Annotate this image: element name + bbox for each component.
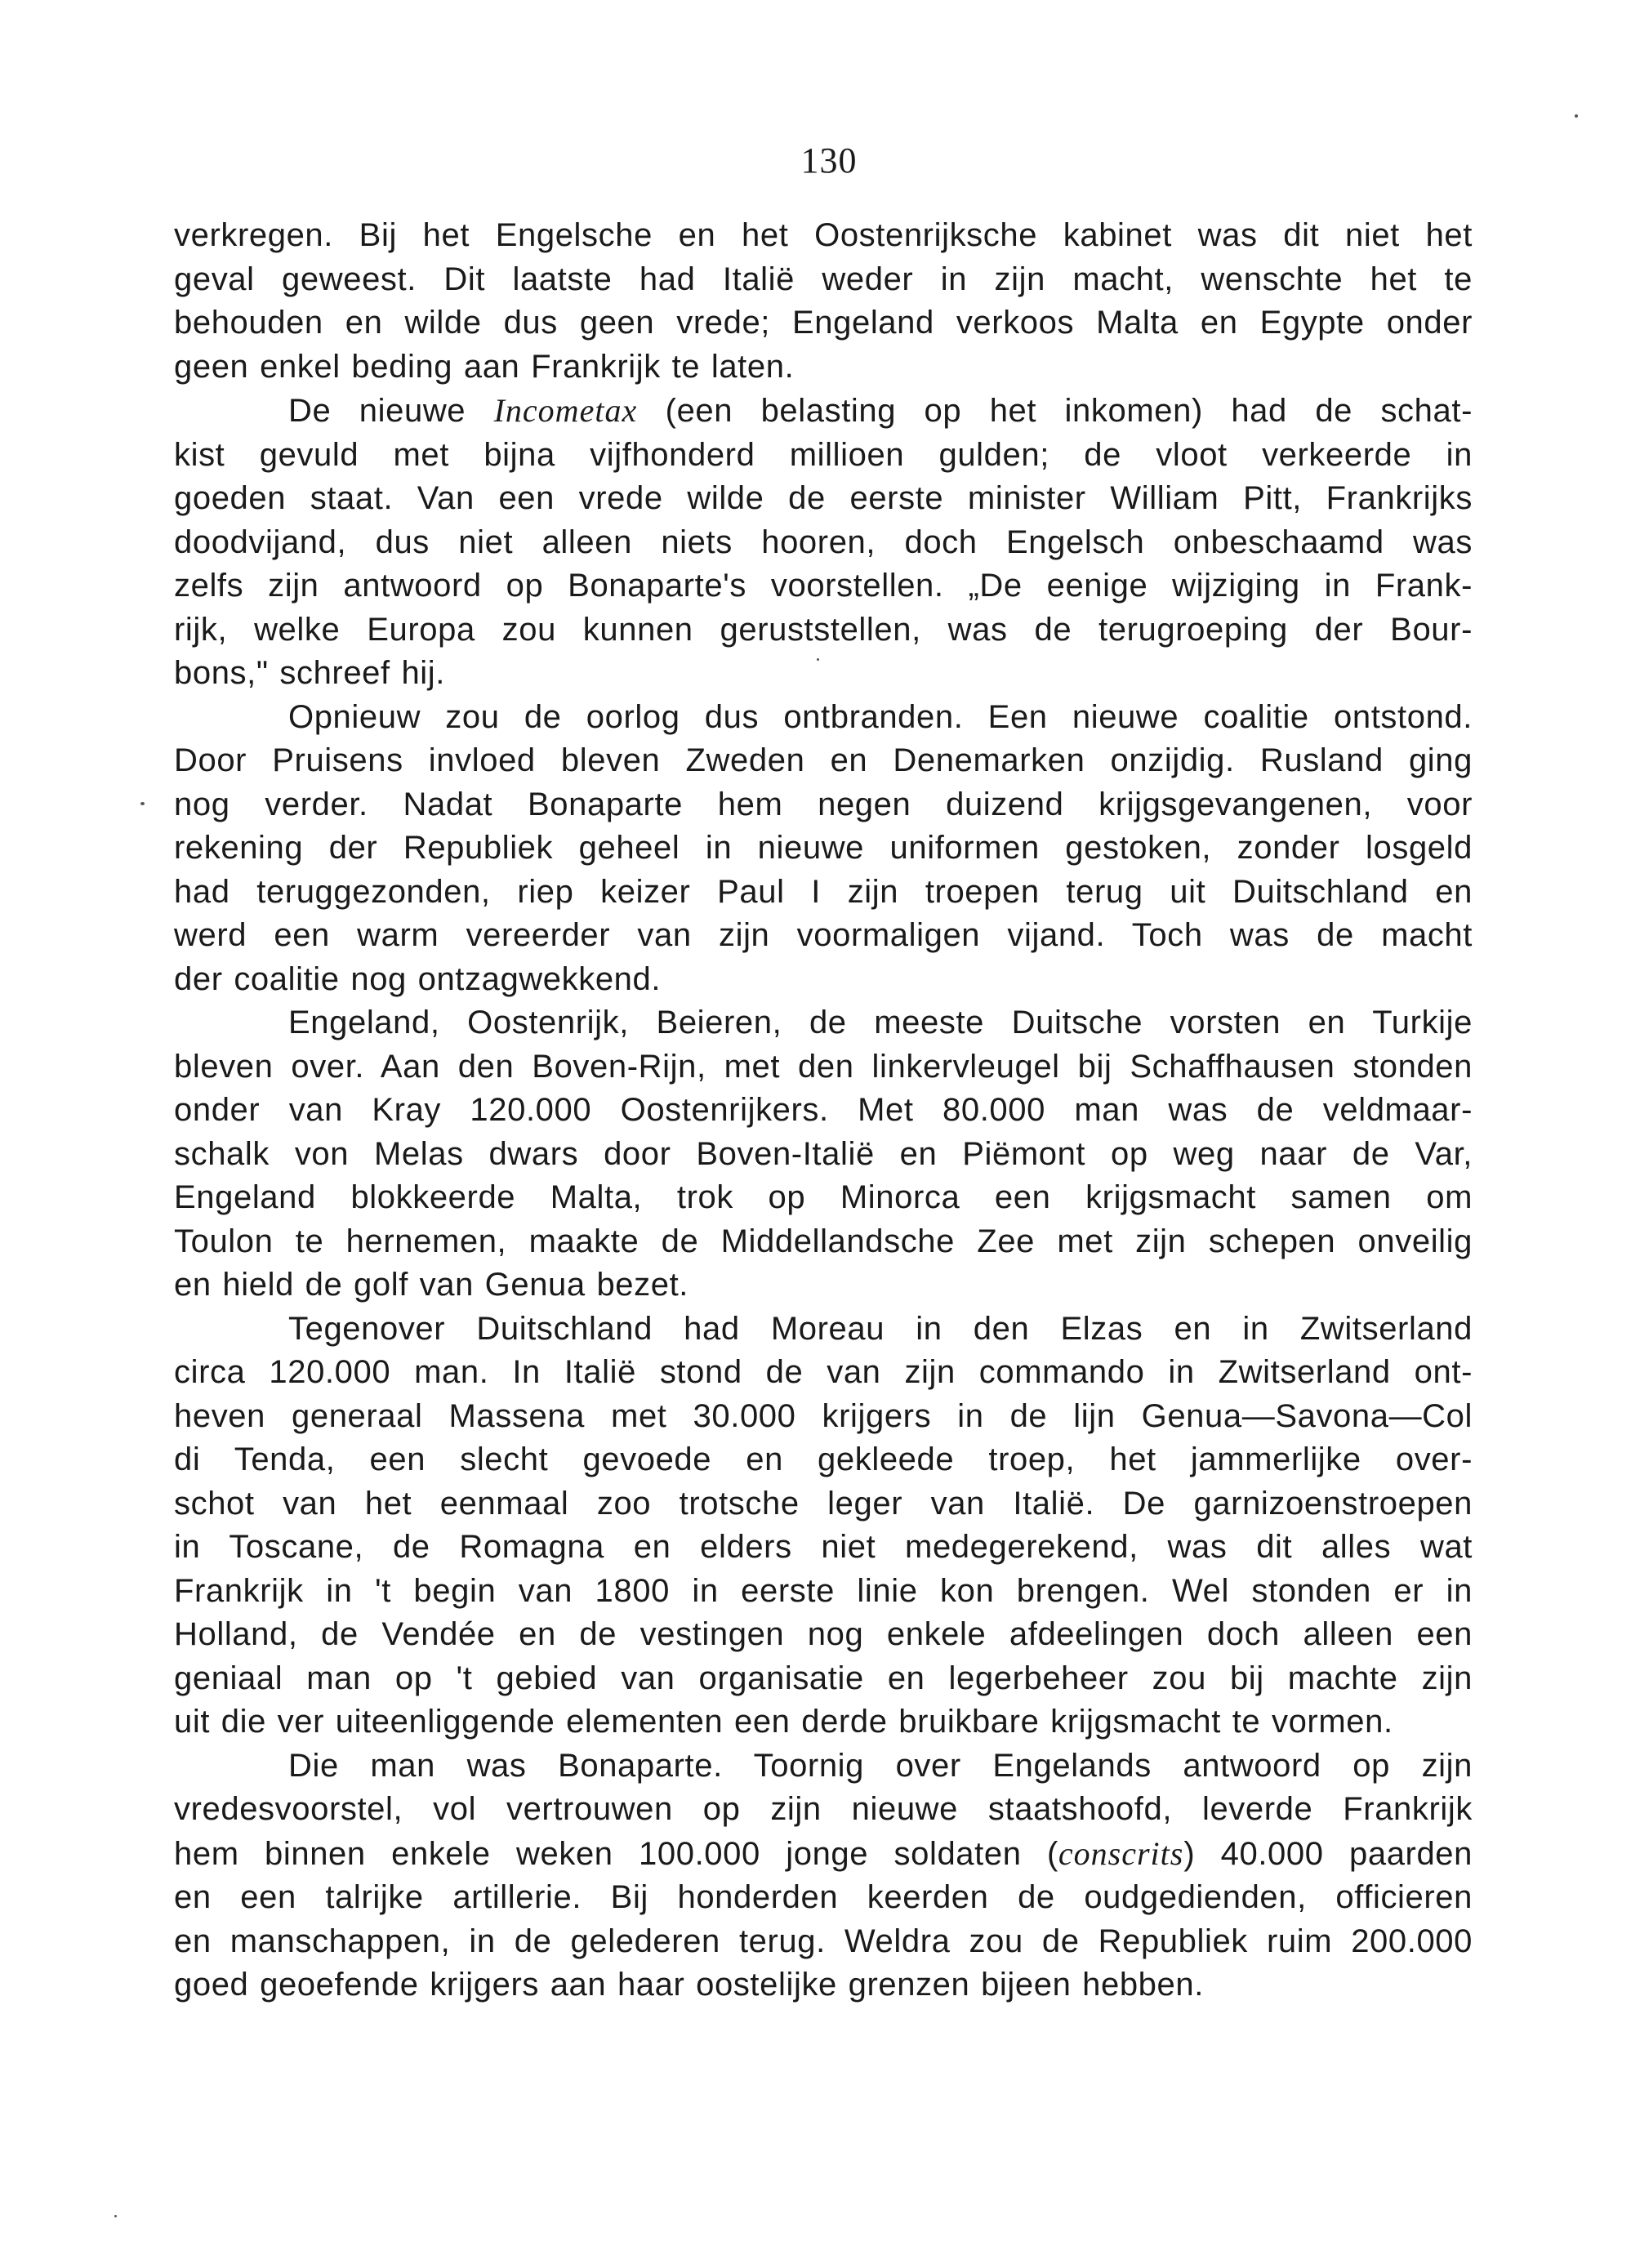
text-run: vredesvoorstel, vol vertrouwen op zijn nieuwe staatshoofd, leverde Frankrijk (174, 1791, 1473, 1827)
text-run: verkregen. Bij het Engelsche en het Oostenrijksche kabinet was dit niet het (174, 217, 1473, 253)
text-line (174, 1963, 1473, 2007)
text-line (174, 871, 1473, 915)
scan-speck (817, 658, 819, 661)
text-line (174, 301, 1473, 345)
text-line (174, 564, 1473, 608)
text-line (174, 1438, 1473, 1482)
text-line (174, 1657, 1473, 1701)
text-line (174, 1263, 1473, 1308)
text-run: Door Pruisens invloed bleven Zweden en Denemarken onzijdig. Rusland ging (174, 742, 1473, 778)
text-line (174, 1089, 1473, 1133)
text-run: hem binnen enkele weken 100.000 jonge soldaten ( (174, 1835, 1058, 1872)
text-run: onder van Kray 120.000 Oostenrijkers. Met 80.000 man was de veldmaar- (174, 1092, 1473, 1128)
text-run: geen enkel beding aan Frankrijk te laten. (174, 348, 795, 385)
text-run: kist gevuld met bijna vijfhonderd millioen gulden; de vloot verkeerde in (174, 436, 1473, 473)
text-line (174, 214, 1473, 258)
text-line (174, 1570, 1473, 1614)
text-run: schalk von Melas dwars door Boven-Italië en Piëmont op weg naar de Var, (174, 1135, 1473, 1172)
text-run: uit die ver uiteenliggende elementen een derde bruikbare krijgsmacht te vormen. (174, 1704, 1393, 1740)
text-line (174, 1308, 1473, 1352)
text-line (174, 345, 1473, 390)
paragraph (174, 214, 1473, 389)
text-run: ) 40.000 paarden (1183, 1835, 1473, 1872)
text-run: De nieuwe (288, 393, 494, 429)
text-line (174, 958, 1473, 1002)
text-run: en hield de golf van Genua bezet. (174, 1267, 689, 1303)
text-run: behouden en wilde dus geen vrede; Engeland verkoos Malta en Egypte onder (174, 305, 1473, 341)
text-line (174, 521, 1473, 565)
text-line (174, 783, 1473, 827)
text-line (174, 608, 1473, 653)
text-line (174, 652, 1473, 696)
text-line (174, 1176, 1473, 1220)
text-line (174, 434, 1473, 478)
text-run: bons," schreef hij. (174, 655, 445, 691)
text-run: Engeland blokkeerde Malta, trok op Minorca een krijgsmacht samen om (174, 1179, 1473, 1215)
text-run: werd een warm vereerder van zijn voormaligen vijand. Toch was de macht (174, 917, 1473, 953)
text-line (174, 258, 1473, 302)
text-line (174, 1526, 1473, 1570)
text-run: (een belasting op het inkomen) had de schat- (637, 393, 1473, 429)
text-line (174, 739, 1473, 783)
text-line (174, 1876, 1473, 1920)
body-text (174, 214, 1473, 2007)
text-line (174, 1133, 1473, 1177)
text-line (174, 914, 1473, 958)
scan-speck (114, 2215, 117, 2217)
text-line (174, 1001, 1473, 1045)
text-run: goeden staat. Van een vrede wilde de eerste minister William Pitt, Frankrijks (174, 480, 1473, 516)
paragraph (174, 1744, 1473, 2007)
text-line (174, 1482, 1473, 1526)
text-run: Holland, de Vendée en de vestingen nog enkele afdeelingen doch alleen een (174, 1616, 1473, 1652)
text-line (174, 1351, 1473, 1395)
text-run: Engeland, Oostenrijk, Beieren, de meeste Duitsche vorsten en Turkije (288, 1005, 1473, 1040)
text-line (174, 827, 1473, 871)
text-run: doodvijand, dus niet alleen niets hooren, doch Engelsch onbeschaamd was (174, 524, 1473, 560)
paragraph (174, 1001, 1473, 1308)
text-line (174, 477, 1473, 521)
text-run: Tegenover Duitschland had Moreau in den Elzas en in Zwitserland (288, 1310, 1473, 1347)
text-line (174, 1613, 1473, 1657)
text-run: had teruggezonden, riep keizer Paul I zijn troepen terug uit Duitschland en (174, 873, 1473, 910)
text-run: schot van het eenmaal zoo trotsche leger van Italië. De garnizoenstroepen (174, 1485, 1473, 1522)
text-line (174, 1395, 1473, 1439)
paragraph (174, 696, 1473, 1002)
text-line (174, 1744, 1473, 1789)
text-line (174, 696, 1473, 740)
paragraph (174, 389, 1473, 696)
text-run: geniaal man op 't gebied van organisatie en legerbeheer zou bij machte zijn (174, 1660, 1473, 1696)
text-run: di Tenda, een slecht gevoede en gekleede troep, het jammerlijke over- (174, 1441, 1473, 1477)
text-line (174, 389, 1473, 434)
text-line (174, 1920, 1473, 1964)
text-run: rekening der Republiek geheel in nieuwe uniformen gestoken, zonder losgeld (174, 830, 1473, 866)
text-run: geval geweest. Dit laatste had Italië weder in zijn macht, wenschte het te (174, 261, 1473, 297)
scan-speck (140, 802, 145, 805)
text-run: rijk, welke Europa zou kunnen geruststellen, was de terugroeping der Bour- (174, 611, 1473, 648)
scan-speck (1575, 114, 1578, 118)
text-run: en manschappen, in de gelederen terug. Weldra zou de Republiek ruim 200.000 (174, 1923, 1473, 1959)
text-run: circa 120.000 man. In Italië stond de van zijn commando in Zwitserland ont- (174, 1354, 1473, 1390)
text-run: zelfs zijn antwoord op Bonaparte's voorstellen. „De eenige wijziging in Frank- (174, 568, 1473, 604)
text-run: goed geoefende krijgers aan haar oostelijke grenzen bijeen hebben. (174, 1967, 1204, 2003)
text-run: Die man was Bonaparte. Toornig over Engelands antwoord op zijn (288, 1747, 1473, 1784)
text-line (174, 1220, 1473, 1264)
text-run: bleven over. Aan den Boven-Rijn, met den linkervleugel bij Schaffhausen stonden (174, 1048, 1473, 1085)
text-line (174, 1788, 1473, 1832)
text-run: nog verder. Nadat Bonaparte hem negen duizend krijgsgevangenen, voor (174, 786, 1473, 822)
text-run: en een talrijke artillerie. Bij honderden keerden de oudgedienden, officieren (174, 1879, 1473, 1915)
text-line (174, 1832, 1473, 1877)
paragraph (174, 1308, 1473, 1744)
italic-term: conscrits (1058, 1834, 1184, 1872)
text-line (174, 1700, 1473, 1744)
text-run: Toulon te hernemen, maakte de Middellandsche Zee met zijn schepen onveilig (174, 1223, 1473, 1259)
text-run: in Toscane, de Romagna en elders niet medegerekend, was dit alles wat (174, 1529, 1473, 1565)
text-run: der coalitie nog ontzagwekkend. (174, 960, 662, 997)
text-line (174, 1045, 1473, 1089)
italic-term: Incometax (493, 392, 638, 429)
page-number: 130 (800, 140, 858, 180)
text-run: heven generaal Massena met 30.000 krijgers in de lijn Genua—Savona—Col (174, 1397, 1473, 1434)
text-run: Frankrijk in 't begin van 1800 in eerste linie kon brengen. Wel stonden er in (174, 1572, 1473, 1609)
text-run: Opnieuw zou de oorlog dus ontbranden. Een nieuwe coalitie ontstond. (288, 698, 1473, 735)
